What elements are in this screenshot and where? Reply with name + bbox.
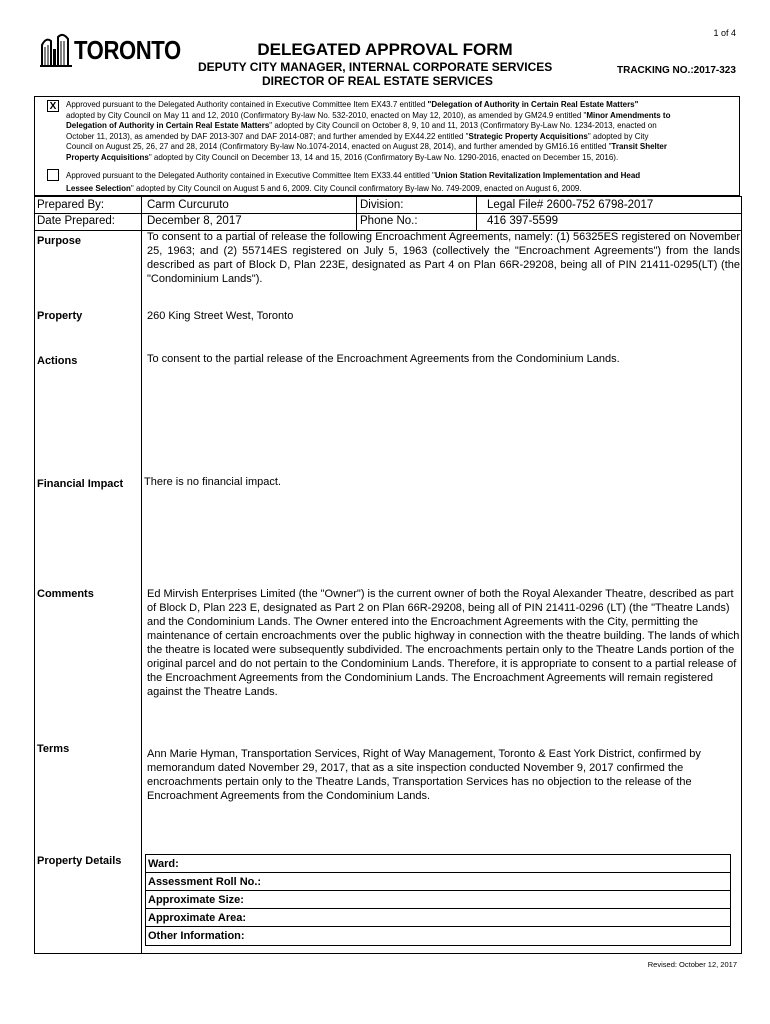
purpose-text: To consent to a partial of release the following Encroachment Agreements, namely: (1) 56325ES registered on November 25, 1963; and (2) 55714ES registered on July 5, 1963 (collectively the "Encroachment Agreements") from the lands described as part of Block D, Plan 223E, designated as Part 4 on Plan 66R-29208, being all of PIN 21411-0295(LT) (the "Condominium Lands"). [147, 231, 740, 285]
form-title: DELEGATED APPROVAL FORM [257, 40, 513, 59]
column-divider [141, 197, 142, 953]
authority-option1-checkbox[interactable]: X [47, 100, 59, 112]
revised-date: Revised: October 12, 2017 [647, 960, 737, 969]
row-divider [35, 213, 741, 214]
division-label: Division: [360, 199, 404, 211]
authority-option2-text: Approved pursuant to the Delegated Authority contained in Executive Committee Item EX33.44 entitled "Union Station Revitalization Implementation and Head Lessee Selection" adopted by City Council on August 5 and 6, 2009. City Council confirmatory By-law No. 749-2009, enacted on August 6, 2009. [66, 171, 641, 193]
phone-value: 416 397-5599 [487, 215, 558, 227]
legal-file-number: Legal File# 2600-752 6798-2017 [487, 199, 654, 211]
financial-impact-label: Financial Impact [37, 478, 124, 490]
column-divider [356, 197, 357, 231]
prepared-by-value: Carm Curcuruto [147, 199, 229, 211]
page-number: 1 of 4 [713, 28, 736, 38]
property-text: 260 King Street West, Toronto [147, 310, 294, 322]
terms-text: Ann Marie Hyman, Transportation Services, Right of Way Management, Toronto & East York District, confirmed by memorandum dated November 29, 2017, that as a site inspection conducted November 9, 2017 confirmed the encroachments pertain only to the Theatre Lands, Transportation Services has no objection to the release of the Encroachment Agreements from the Condominium Lands. [147, 748, 701, 802]
authority-box [34, 96, 740, 196]
terms-label: Terms [37, 743, 70, 755]
tracking-number: TRACKING NO.:2017-323 [617, 65, 736, 76]
approximate-size-field[interactable]: Approximate Size: [146, 891, 730, 909]
logo-text: TORONTO [74, 35, 181, 65]
actions-label: Actions [37, 355, 78, 367]
phone-label: Phone No.: [360, 215, 418, 227]
form-grid [34, 196, 742, 954]
comments-label: Comments [37, 588, 94, 600]
other-information-field[interactable]: Other Information: [148, 930, 245, 942]
date-prepared-value: December 8, 2017 [147, 215, 242, 227]
subtitle-line1: DEPUTY CITY MANAGER, INTERNAL CORPORATE SERVICES [198, 60, 553, 74]
property-label: Property [37, 310, 83, 322]
purpose-label: Purpose [37, 235, 82, 247]
property-details-label: Property Details [37, 855, 122, 867]
comments-text: Ed Mirvish Enterprises Limited (the "Owner") is the current owner of both the Royal Alexander Theatre, described as part of Block D, Plan 223 E, designated as Part 2 on Plan 66R-29208, being all of PIN 21411-0296 (LT) (the "Theatre Lands) and the Condominium Lands. The Owner entered into the Encroachment Agreements with the City, permitting the maintenance of certain encroachments over the public highway in connection with the theatre building. The lands of which the theatre is located were subsequently subdivided. The encroachments pertain only to the Theatre Lands portion of the original parcel and do not pertain to the Condominium Lands. Therefore, it is appropriate to consent to a partial release of the Encroachment Agreements from the Condominium Lands. The Encroachment Agreements will remain registered against the Theatre Lands. [147, 588, 740, 698]
financial-impact-text: There is no financial impact. [144, 476, 281, 488]
property-details-table [145, 854, 731, 946]
assessment-roll-field[interactable]: Assessment Roll No.: [146, 873, 730, 891]
column-divider [476, 197, 477, 231]
authority-option2-checkbox[interactable] [47, 169, 59, 181]
prepared-by-label: Prepared By: [37, 199, 105, 211]
subtitle-line2: DIRECTOR OF REAL ESTATE SERVICES [262, 74, 493, 88]
authority-option1-text: Approved pursuant to the Delegated Authority contained in Executive Committee Item EX43.7 entitled "Delegation of Authority in Certain Real Estate Matters" adopted by City Council on May 11 and 12, 2010 (Confirmatory By-law No. 532-2010, enacted on May 12, 2010), as amended by GM24.9 entitled "Minor Amendments to Delegation of Authority in Certain Real Estate Matters" adopted by City Council on October 8, 9, 10 and 11, 2013 (Confirmatory By-Law No. 1234-2013, enacted on October 11, 2013), as amended by DAF 2013-307 and DAF 2014-087; and further amended by EX44.22 entitled "Strategic Property Acquisitions" adopted by City Council on August 25, 26, 27 and 28, 2014 (Confirmatory By-law No.1074-2014, enacted on August 28, 2014), and further amended by GM16.16 entitled "Transit Shelter Property Acquisitions" adopted by City Council on December 13, 14 and 15, 2016 (Confirmatory By-Law No. 1290-2016, enacted on December 15, 2016). [66, 100, 671, 162]
ward-field[interactable]: Ward: [146, 855, 730, 873]
actions-text: To consent to the partial release of the Encroachment Agreements from the Condominium Lands. [147, 353, 620, 365]
date-prepared-label: Date Prepared: [37, 215, 115, 227]
approximate-area-field[interactable]: Approximate Area: [146, 909, 730, 927]
